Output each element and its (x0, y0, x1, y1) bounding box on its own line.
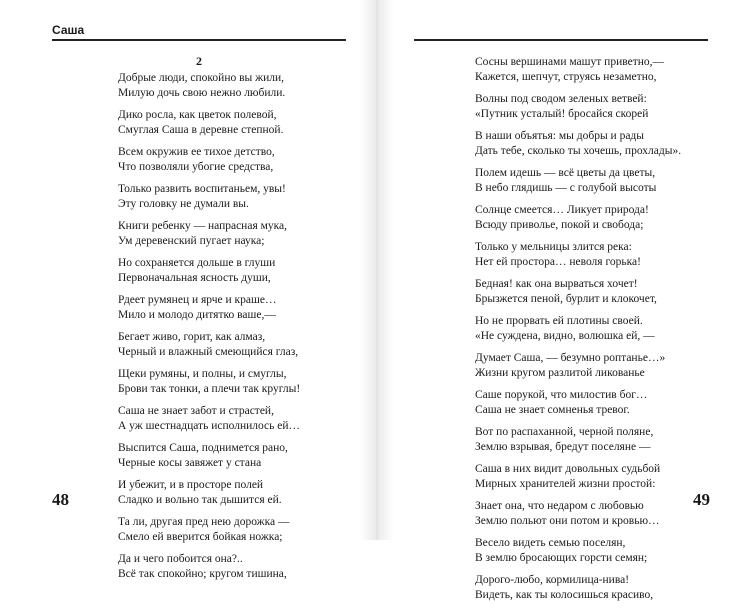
stanza (118, 441, 358, 471)
verse-line: Саше порукой, что милостив бог… (475, 389, 648, 401)
stanza (475, 92, 735, 122)
stanza (118, 108, 358, 138)
verse-line: Но не прорвать ей плотины своей. (475, 315, 643, 327)
verse-line: Думает Саша, — безумно роптанье…» (475, 352, 666, 364)
verse-line: Только развить воспитаньем, увы! (118, 183, 286, 195)
stanza (475, 536, 735, 566)
verse-line: Жизни кругом разлитой ликованье (475, 367, 645, 379)
verse-line: Видеть, как ты колосишься красиво, (475, 589, 654, 601)
verse-line: Вот по распаханной, черной поляне, (475, 426, 654, 438)
verse-line: И убежит, и в просторе полей (118, 479, 264, 491)
right-page (377, 0, 754, 601)
verse-line: Всё так спокойно; кругом тишина, (118, 568, 287, 580)
verse-line: Саша не знает забот и страстей, (118, 405, 274, 417)
verse-line: Смело ей вверится бойкая ножка; (118, 531, 283, 543)
verse-line: А уж шестнадцать исполнилось ей… (118, 420, 301, 432)
running-head: Саша (52, 23, 85, 37)
verse-line: Волны под сводом зеленых ветвей: (475, 93, 647, 105)
stanza (118, 219, 358, 249)
verse-line: Брызжется пеной, бурлит и клокочет, (475, 293, 657, 305)
stanza (475, 166, 735, 196)
verse-line: Сосны вершинами машут приветно,— (475, 56, 664, 68)
verse-line: Черный и влажный смеющийся глаз, (118, 346, 299, 358)
verse-line: Всем окружив ее тихое детство, (118, 146, 275, 158)
stanza (475, 314, 735, 344)
verse-line: Милую дочь свою нежно любили. (118, 87, 286, 99)
stanza (475, 462, 735, 492)
verse-line: Кажется, шепчут, струясь незаметно, (475, 71, 657, 83)
verse-line: В наши объятья: мы добры и рады (475, 130, 645, 142)
verse-line: Солнце смеется… Ликует природа! (475, 204, 649, 216)
stanza (118, 71, 358, 101)
verse-line: Смуглая Саша в деревне степной. (118, 124, 284, 136)
verse-line: Мирных хранителей жизни простой: (475, 478, 656, 490)
stanza (118, 256, 358, 286)
stanza (118, 404, 358, 434)
stanza (118, 330, 358, 360)
header-rule (52, 39, 346, 41)
verse-line: Черные косы завяжет у стана (118, 457, 262, 469)
verse-line: Да и чего побоится она?.. (118, 553, 243, 565)
verse-line: «Не суждена, видно, волюшка ей, — (475, 330, 655, 342)
stanza (118, 367, 358, 397)
verse-line: Саша в них видит довольных судьбой (475, 463, 661, 475)
verse-line: Дать тебе, сколько ты хочешь, прохлады». (475, 145, 682, 157)
verse-line: Землю взрывая, бредут поселяне — (475, 441, 651, 453)
verse-line: Полем идешь — всё цветы да цветы, (475, 167, 656, 179)
stanza (475, 351, 735, 381)
verse-line: Дорого-любо, кормилица-нива! (475, 574, 630, 586)
stanza (475, 425, 735, 455)
verse-line: Дико росла, как цветок полевой, (118, 109, 277, 121)
verse-line: Нет ей простора… неволя горька! (475, 256, 641, 268)
stanza (118, 145, 358, 175)
header-rule (414, 39, 708, 41)
stanza (475, 277, 735, 307)
verse-line: Только у мельницы злится река: (475, 241, 632, 253)
verse-line: Книги ребенку — напрасная мука, (118, 220, 288, 232)
verse-line: Всюду приволье, покой и свобода; (475, 219, 644, 231)
verse-line: Знает она, что недаром с любовью (475, 500, 644, 512)
stanza (118, 478, 358, 508)
verse-line: Выспится Саша, поднимется рано, (118, 442, 288, 454)
stanza (475, 573, 735, 603)
verse-line: Бедная! как она вырваться хочет! (475, 278, 638, 290)
stanza (118, 552, 358, 582)
stanza (118, 293, 358, 323)
verse-line: «Путник усталый! бросайся скорей (475, 108, 649, 120)
verse-line: В землю бросающих горсти семян; (475, 552, 648, 564)
verse-line: Ум деревенский пугает наука; (118, 235, 265, 247)
verse-line: Щеки румяны, и полны, и смуглы, (118, 368, 287, 380)
stanza (475, 129, 735, 159)
stanza (475, 240, 735, 270)
stanza (475, 203, 735, 233)
stanza (118, 515, 358, 545)
verse-line: Землю польют они потом и кровью… (475, 515, 660, 527)
verse-line: В небо глядишь — с голубой высоты (475, 182, 657, 194)
stanza (475, 55, 735, 85)
verse-line: Та ли, другая пред нею дорожка — (118, 516, 290, 528)
verse-line: Весело видеть семью поселян, (475, 537, 626, 549)
left-page (0, 0, 377, 580)
verse-line: Саша не знает сомненья тревог. (475, 404, 630, 416)
verse-line: Бегает живо, горит, как алмаз, (118, 331, 266, 343)
poem-text-left (118, 71, 358, 589)
section-number: 2 (196, 54, 202, 68)
page-number: 48 (52, 490, 69, 509)
verse-line: Мило и молодо дитятко ваше,— (118, 309, 276, 321)
stanza (118, 182, 358, 212)
verse-line: Эту головку не думали вы. (118, 198, 249, 210)
page-number: 49 (693, 490, 710, 509)
verse-line: Что позволяли убогие средства, (118, 161, 274, 173)
poem-text-right (475, 55, 735, 610)
verse-line: Добрые люди, спокойно вы жили, (118, 72, 284, 84)
verse-line: Первоначальная ясность души, (118, 272, 271, 284)
stanza (475, 388, 735, 418)
verse-line: Сладко и вольно так дышится ей. (118, 494, 282, 506)
verse-line: Рдеет румянец и ярче и краше… (118, 294, 277, 306)
verse-line: Но сохраняется дольше в глуши (118, 257, 276, 269)
verse-line: Брови так тонки, а плечи так круглы! (118, 383, 301, 395)
